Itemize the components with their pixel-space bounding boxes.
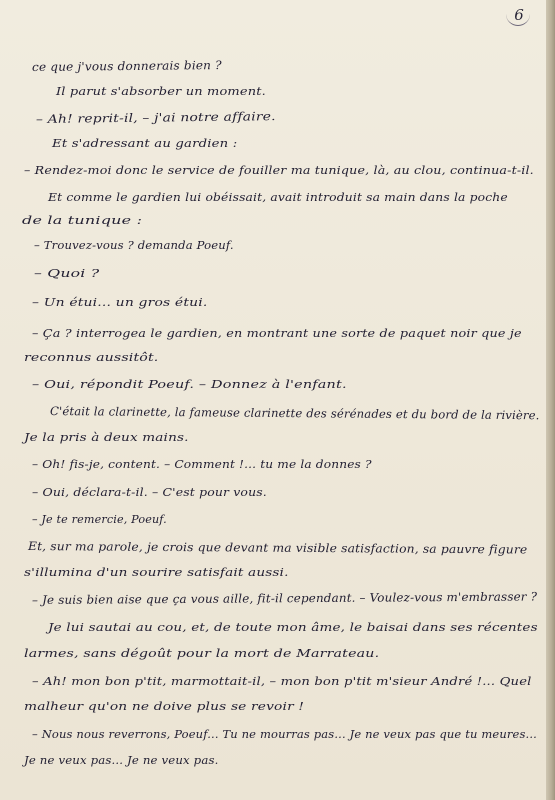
manuscript-line: – Trouvez-vous ? demanda Poeuf. <box>34 238 234 252</box>
manuscript-line: reconnus aussitôt. <box>24 350 159 364</box>
manuscript-line: Je la pris à deux mains. <box>24 430 189 444</box>
manuscript-line: de la tunique : <box>22 213 143 227</box>
manuscript-line: Je lui sautai au cou, et, de toute mon âme, le baisai dans ses récentes <box>48 620 538 634</box>
manuscript-line: Et comme le gardien lui obéissait, avait introduit sa main dans la poche <box>48 190 508 204</box>
manuscript-line: ce que j'vous donnerais bien ? <box>31 58 222 74</box>
manuscript-line: malheur qu'on ne doive plus se revoir ! <box>24 699 305 713</box>
manuscript-line: Et s'adressant au gardien : <box>52 136 238 150</box>
manuscript-line: – Je suis bien aise que ça vous aille, fit-il cependant. – Voulez-vous m'embrasser ? <box>31 589 538 607</box>
manuscript-line: s'illumina d'un sourire satisfait aussi. <box>24 565 289 579</box>
manuscript-line: C'était la clarinette, la fameuse clarinette des sérénades et du bord de la rivière. <box>49 404 540 423</box>
manuscript-line: – Rendez-moi donc le service de fouiller ma tunique, là, au clou, continua-t-il. <box>24 163 534 177</box>
manuscript-line: – Ah! mon bon p'tit, marmottait-il, – mon bon p'tit m'sieur André !... Quel <box>32 674 532 688</box>
manuscript-line: – Oh! fis-je, content. – Comment !... tu me la donnes ? <box>32 457 372 471</box>
binding-edge <box>546 0 555 800</box>
manuscript-line: larmes, sans dégoût pour la mort de Marrateau. <box>24 646 380 660</box>
manuscript-line: – Ah! reprit-il, – j'ai notre affaire. <box>35 109 276 126</box>
manuscript-line: – Quoi ? <box>34 266 100 280</box>
manuscript-line: – Je te remercie, Poeuf. <box>32 512 167 526</box>
manuscript-line: – Nous nous reverrons, Poeuf... Tu ne mourras pas... Je ne veux pas que tu meures... <box>32 727 537 741</box>
manuscript-line: Il parut s'absorber un moment. <box>56 84 266 98</box>
manuscript-line: Je ne veux pas... Je ne veux pas. <box>24 753 219 767</box>
manuscript-line: Et, sur ma parole, je crois que devant ma visible satisfaction, sa pauvre figure <box>27 539 528 557</box>
manuscript-line: – Oui, déclara-t-il. – C'est pour vous. <box>32 485 267 499</box>
manuscript-line: – Ça ? interrogea le gardien, en montrant une sorte de paquet noir que je <box>32 326 522 340</box>
page-number: 6 <box>514 6 524 24</box>
manuscript-line: – Oui, répondit Poeuf. – Donnez à l'enfant. <box>32 377 347 391</box>
manuscript-line: – Un étui... un gros étui. <box>32 295 208 309</box>
